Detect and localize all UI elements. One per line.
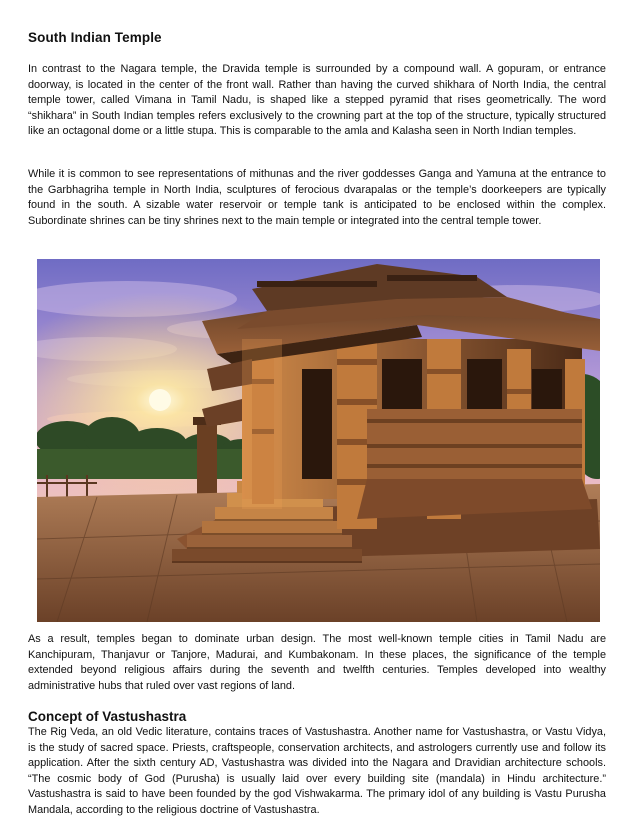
paragraph-dravida-temple: In contrast to the Nagara temple, the Dravida temple is surrounded by a compound wall. A gopuram, or entrance doorway, is located in the center of the front wall. Rather than having the curved shikhara of North India, the central temple tower, called Vimana in Tamil Nadu, is shaped like a stepped pyramid that rises geometrically. The word “shikhara” in South Indian temples refers exclusively to the crowning part at the top of the structure, typically structured like an octagonal dome or a little stupa. This is comparable to the amla and Kalasha seen in North Indian temples. xyxy=(28,63,606,137)
paragraph-vastushastra: The Rig Veda, an old Vedic literature, contains traces of Vastushastra. Another name for Vastushastra, or Vastu Vidya, is the study of sacred space. Priests, craftspeople, conservation architects, and astrologers currently use and follow its application. After the sixth century AD, Vastushastra was divided into the Nagara and Dravidian architecture schools. “The cosmic body of God (Purusha) is usually laid over every building site (mandala) in Hindu architecture.” Vastushastra is said to have been founded by the god Vishwakarma. The primary idol of any building is Vastu Purusha Mandala, according to the religious doctrine of Vastushastra. xyxy=(28,726,606,816)
paragraph-temple-cities: As a result, temples began to dominate urban design. The most well-known temple cities in Tamil Nadu are Kanchipuram, Thanjavur or Tanjore, Madurai, and Kumbakonam. In these places, the significance of the temple extended beyond religious affairs during the seventh and twelfth centuries. Temples developed into wealthy administrative hubs that ruled over vast regions of land. xyxy=(28,633,606,692)
paragraph-dvarapalas: While it is common to see representations of mithunas and the river goddesses Ganga and Yamuna at the entrance to the Garbhagriha temple in North India, sculptures of ferocious dvarapalas or the temple’s doorkeepers are typically found in the south. A sizable water reservoir or temple tank is anticipated to be enclosed within the complex. Subordinate shrines can be tiny shrines next to the main temple or integrated into the central temple tower. xyxy=(28,168,606,227)
section-heading-south-indian-temple: South Indian Temple xyxy=(28,30,162,45)
section-heading-vastushastra: Concept of Vastushastra xyxy=(28,709,187,724)
temple-photograph xyxy=(37,259,600,622)
